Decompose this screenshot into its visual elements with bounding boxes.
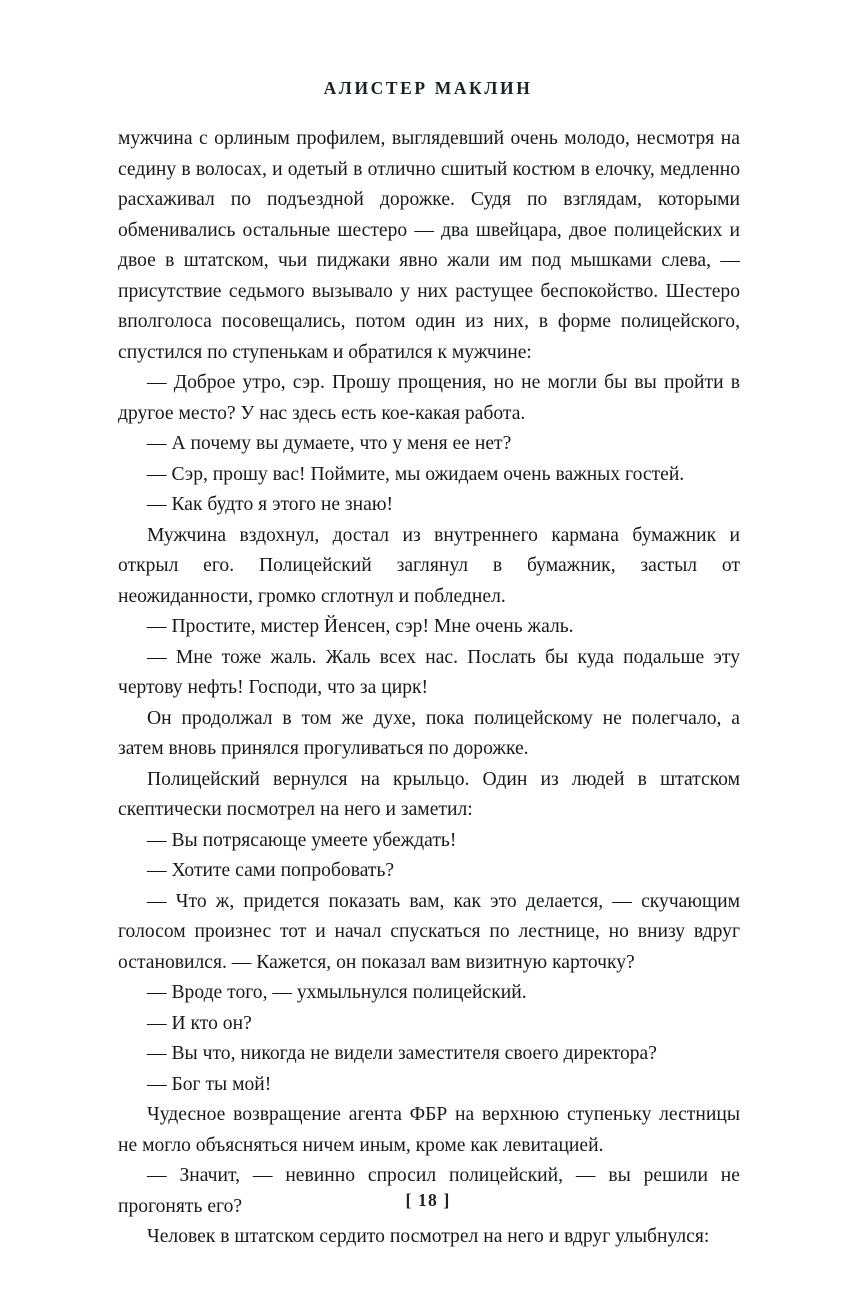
paragraph: — А почему вы думаете, что у меня ее нет? (147, 433, 512, 454)
paragraph: — Вы потрясающе умеете убеждать! (147, 829, 457, 851)
paragraph: — Вроде того, — ухмыльнулся полицейский. (147, 982, 527, 1003)
paragraph: — Простите, мистер Йенсен, сэр! Мне очень жаль. (147, 616, 574, 637)
body-text (118, 124, 740, 1253)
paragraph: Мужчина вздохнул, достал из внутреннего кармана бумажник и открыл его. Полицейский заглянул в бумажник, застыл от неожиданности, громко сглотнул и побледнел. (118, 524, 740, 607)
paragraph: Полицейский вернулся на крыльцо. Один из людей в штатском скептически посмотрел на него и заметил: (118, 768, 740, 820)
page-number: [ 18 ] (405, 1190, 451, 1210)
paragraph: Он продолжал в том же духе, пока полицейскому не полегчало, а затем вновь принялся прогуливаться по дорожке. (118, 707, 740, 759)
paragraph: — Значит, — невинно спросил полицейский, — вы решили не прогонять его? (118, 1165, 740, 1217)
paragraph: — Вы что, никогда не видели заместителя своего директора? (147, 1043, 657, 1064)
paragraph: — Хотите сами попробовать? (147, 860, 395, 881)
running-head-author: АЛИСТЕР МАКЛИН (323, 78, 533, 98)
paragraph: — Бог ты мой! (147, 1073, 272, 1095)
paragraph: Чудесное возвращение агента ФБР на верхнюю ступеньку лестницы не могло объясняться ничем иным, кроме как левитацией. (118, 1104, 740, 1156)
paragraph: — Как будто я этого не знаю! (147, 494, 394, 515)
paragraph: — Доброе утро, сэр. Прошу прощения, но не могли бы вы пройти в другое место? У нас здесь есть кое-какая работа. (118, 372, 740, 424)
paragraph: — Что ж, придется показать вам, как это делается, — скучающим голосом произнес тот и начал спускаться по лестнице, но внизу вдруг остановился. — Кажется, он показал вам визитную карточку? (118, 890, 740, 973)
paragraph: — И кто он? (147, 1012, 252, 1034)
paragraph: — Сэр, прошу вас! Поймите, мы ожидаем очень важных гостей. (147, 463, 685, 485)
paragraph: мужчина с орлиным профилем, выглядевший очень молодо, несмотря на седину в волосах, и одетый в отлично сшитый костюм в елочку, медленно расхаживал по подъездной дорожке. Судя по взглядам, которыми обменивались остальные шестеро — два швейцара, двое полицейских и двое в штатском, чьи пиджаки явно жали им под мышками слева, — присутствие седьмого вызывало у них растущее беспокойство. Шестеро вполголоса посовещались, потом один из них, в форме полицейского, спустился по ступенькам и обратился к мужчине: (118, 128, 740, 363)
paragraph: Человек в штатском сердито посмотрел на него и вдруг улыбнулся: (147, 1226, 710, 1247)
paragraph: — Мне тоже жаль. Жаль всех нас. Послать бы куда подальше эту чертову нефть! Господи, что за цирк! (118, 646, 740, 698)
